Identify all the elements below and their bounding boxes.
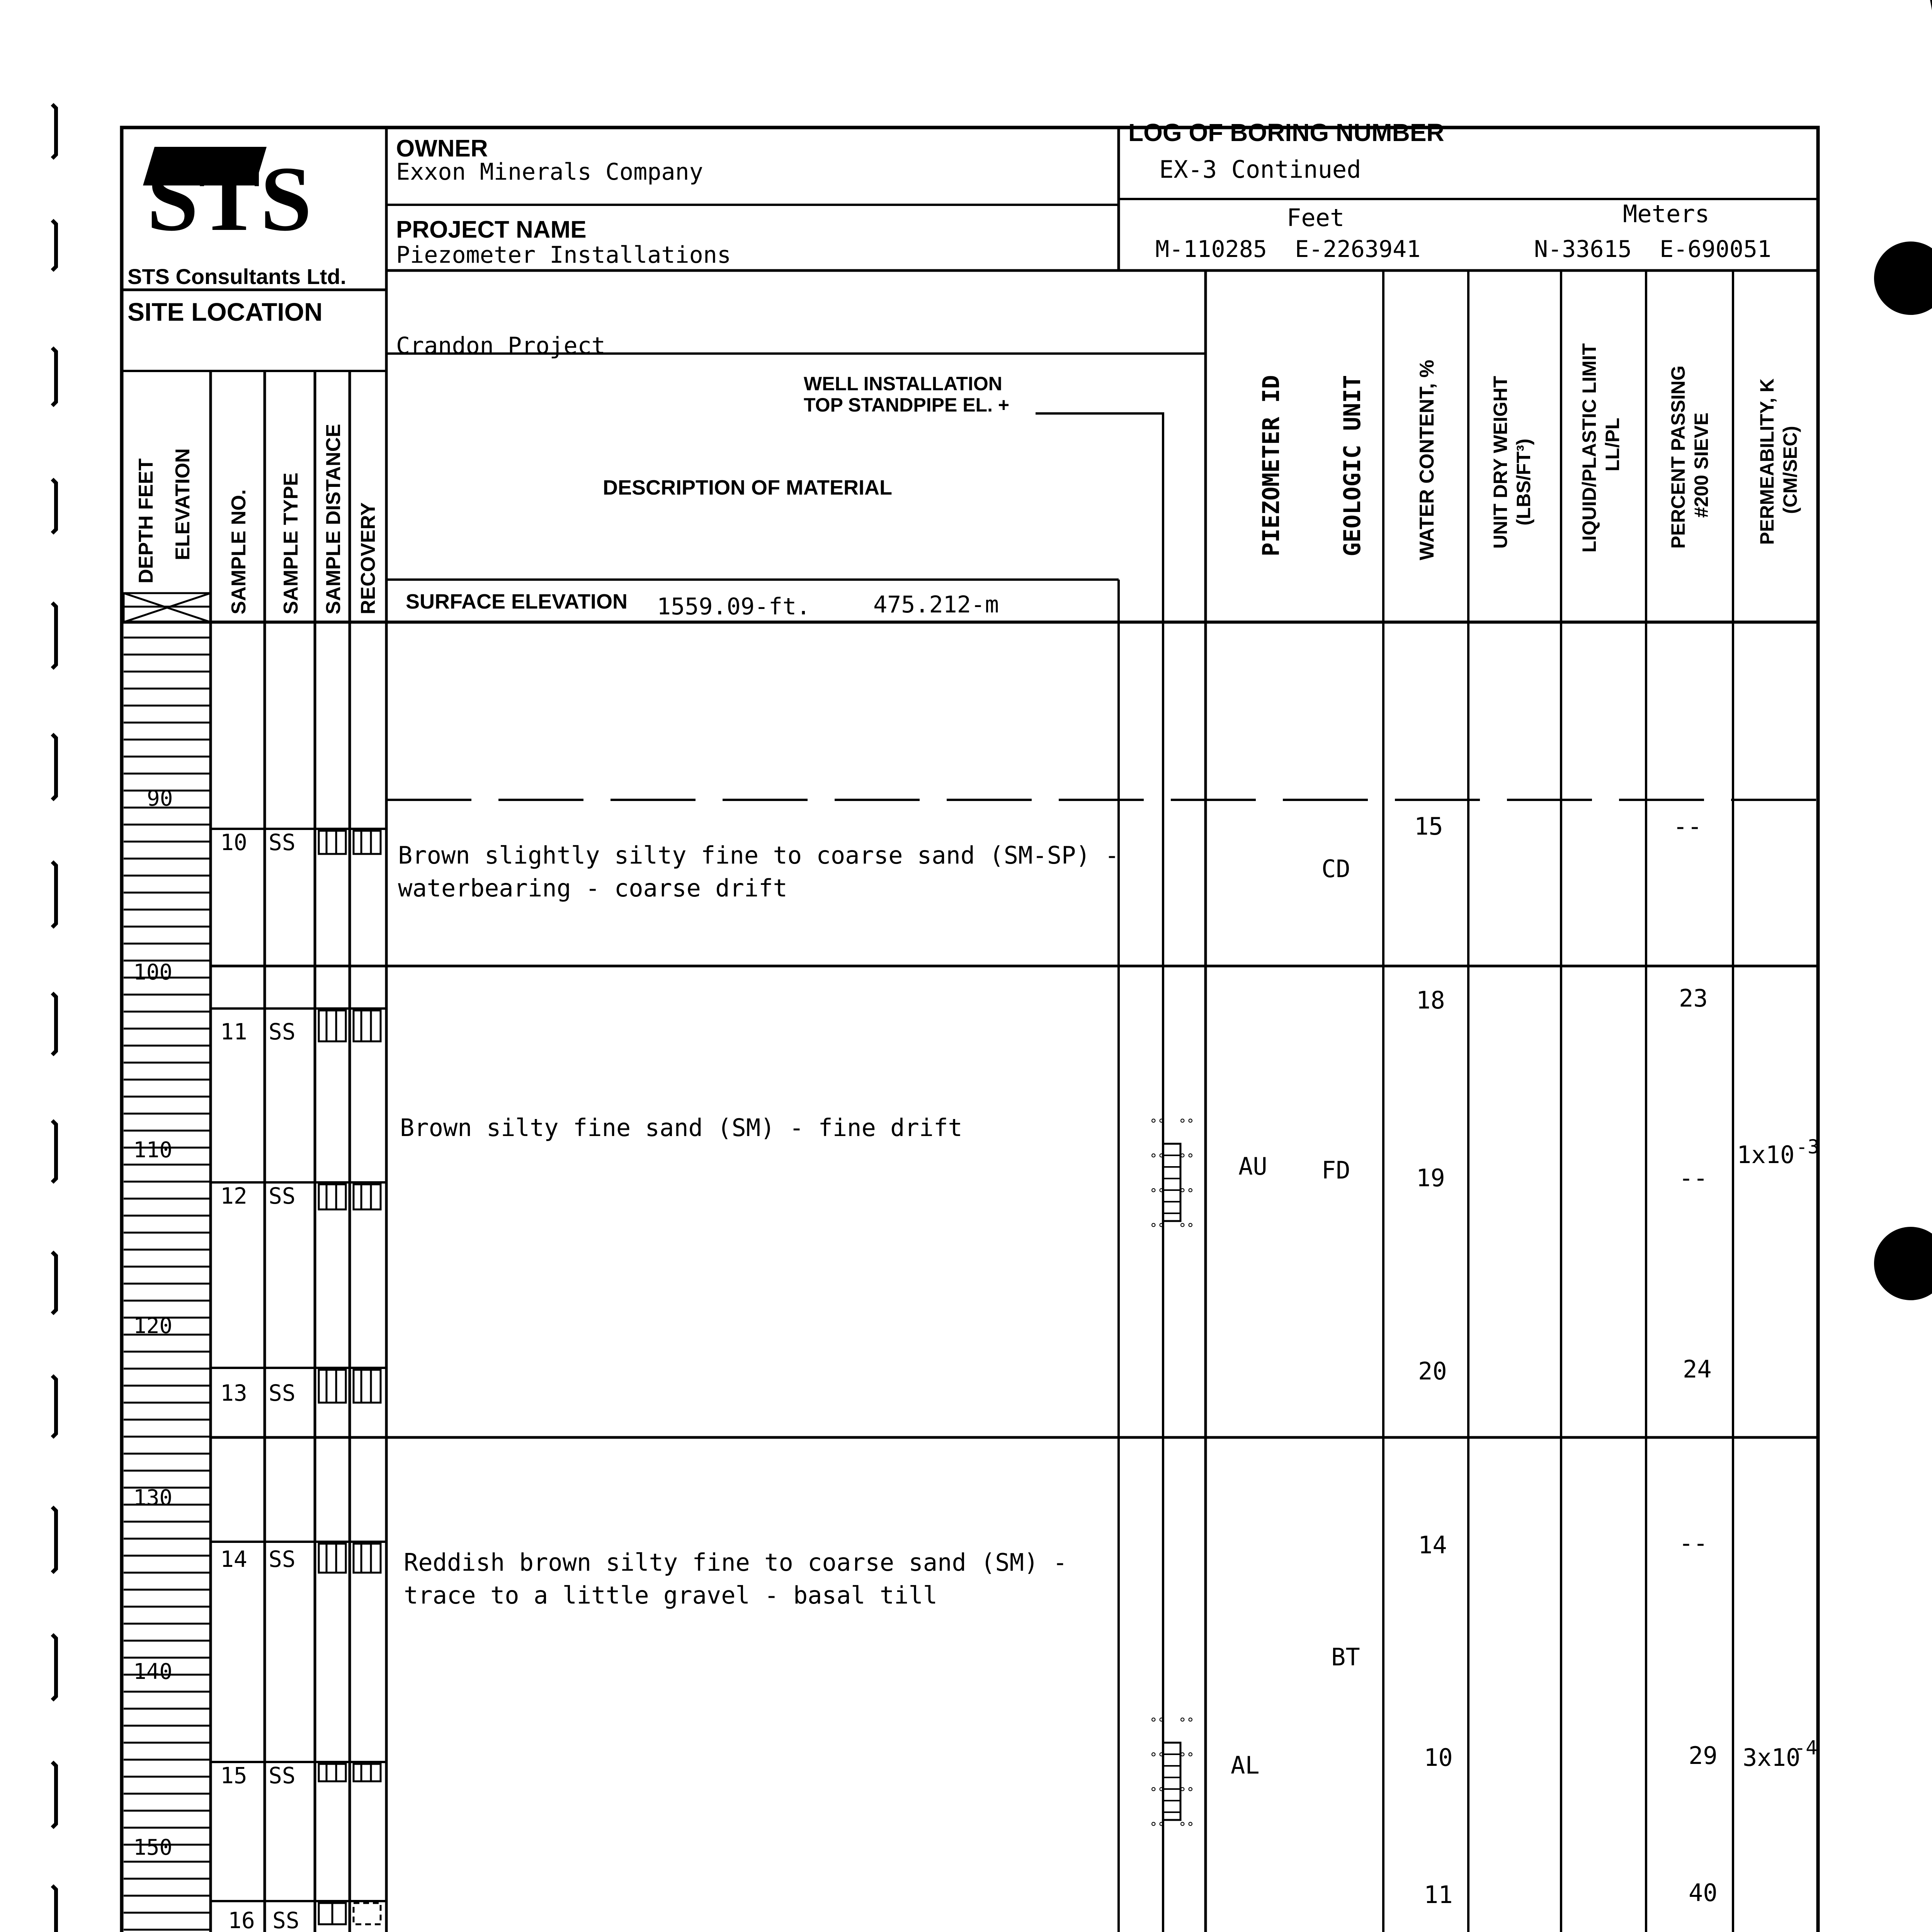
sample-row <box>211 1182 386 1209</box>
svg-text:STS: STS <box>147 147 312 250</box>
sample-no: 11 <box>220 1019 247 1045</box>
piezometer-screen-lower <box>1150 1715 1194 1835</box>
col-sample-type: SAMPLE TYPE <box>280 473 302 614</box>
meters-label: Meters <box>1623 200 1709 228</box>
piezometer-id-lower: AL <box>1231 1751 1260 1779</box>
description-coarse-drift-2: waterbearing - coarse drift <box>398 874 787 902</box>
feet-coords: M-110285 E-2263941 <box>1155 236 1421 263</box>
svg-text:°°: °° <box>1179 1116 1194 1132</box>
permeability-upper-base: 1x10 <box>1737 1141 1795 1169</box>
water-content-value: 19 <box>1416 1164 1445 1192</box>
col-sample-no: SAMPLE NO. <box>228 489 250 614</box>
binding-marks <box>52 104 56 1932</box>
col-sample-distance: SAMPLE DISTANCE <box>322 423 345 614</box>
sample-no: 12 <box>220 1183 247 1209</box>
permeability-lower <box>1743 1736 1817 1772</box>
col-liquid-plastic: LIQUID/PLASTIC LIMIT <box>1578 343 1600 553</box>
percent-passing-value: 40 <box>1689 1879 1718 1907</box>
col-recovery: RECOVERY <box>357 502 379 614</box>
description-basal-till-1: Reddish brown silty fine to coarse sand (SM) - <box>404 1548 1068 1577</box>
col-ll-pl: LL/PL <box>1602 418 1623 471</box>
sample-row <box>211 1542 386 1573</box>
permeability-upper-exponent: -3 <box>1796 1136 1820 1158</box>
col-geologic-unit: GEOLOGIC UNIT <box>1339 375 1366 556</box>
water-content-value: 14 <box>1418 1531 1447 1559</box>
svg-text:°°: °° <box>1150 1785 1165 1800</box>
water-content-value: 10 <box>1424 1743 1453 1772</box>
sample-no: 15 <box>220 1762 247 1789</box>
piezometer-id-upper: AU <box>1238 1152 1267 1180</box>
sample-row <box>211 1901 386 1932</box>
depth-mark: 90 <box>147 786 173 811</box>
water-content-value: 18 <box>1416 986 1445 1014</box>
sample-row <box>211 1762 386 1789</box>
percent-passing-value: 29 <box>1689 1742 1718 1770</box>
feet-label: Feet <box>1287 204 1345 232</box>
water-content-value: 15 <box>1414 812 1443 840</box>
surface-elevation-label: SURFACE ELEVATION <box>406 590 628 613</box>
permeability-lower-base: 3x10 <box>1743 1743 1801 1772</box>
sample-no: 10 <box>220 829 247 855</box>
col-well-installation: WELL INSTALLATION <box>804 373 1002 395</box>
hole-punch-middle <box>1874 1227 1932 1300</box>
log-label: LOG OF BORING NUMBER <box>1128 119 1444 146</box>
sample-type: SS <box>269 1762 296 1789</box>
svg-text:°°: °° <box>1179 1221 1194 1236</box>
svg-text:°°: °° <box>1150 1186 1165 1201</box>
sample-no: 14 <box>220 1546 247 1572</box>
svg-text:°°: °° <box>1179 1750 1194 1765</box>
percent-passing-value: 24 <box>1683 1355 1712 1383</box>
water-content-value: 20 <box>1418 1357 1447 1385</box>
depth-mark: 150 <box>133 1835 173 1860</box>
sample-type: SS <box>272 1907 299 1932</box>
svg-text:°°: °° <box>1150 1221 1165 1236</box>
col-permeability: PERMEABILITY, K <box>1756 378 1778 545</box>
col-description: DESCRIPTION OF MATERIAL <box>603 476 892 499</box>
sts-logo <box>143 147 312 250</box>
svg-text:°°: °° <box>1179 1151 1194 1167</box>
water-content-value: 11 <box>1424 1881 1453 1909</box>
col-top-standpipe: TOP STANDPIPE EL. + <box>804 394 1010 416</box>
svg-text:°°: °° <box>1150 1151 1165 1167</box>
description-fine-drift: Brown silty fine sand (SM) - fine drift <box>400 1114 963 1142</box>
col-percent-passing: PERCENT PASSING <box>1667 365 1689 549</box>
depth-mark: 110 <box>133 1138 173 1163</box>
col-depth: DEPTH FEET <box>135 458 157 583</box>
svg-text:°°: °° <box>1150 1820 1165 1835</box>
depth-mark: 130 <box>133 1485 173 1510</box>
sample-type: SS <box>269 1380 296 1406</box>
depth-mark: 120 <box>133 1313 173 1338</box>
svg-text:°°: °° <box>1179 1715 1194 1731</box>
sample-row <box>211 829 386 855</box>
geologic-unit-cd: CD <box>1321 855 1350 883</box>
percent-passing-value: 23 <box>1679 984 1708 1012</box>
sample-type: SS <box>269 1019 296 1045</box>
svg-text:°°: °° <box>1150 1750 1165 1765</box>
site-location-label: SITE LOCATION <box>128 298 323 326</box>
col-water-content: WATER CONTENT, % <box>1416 359 1438 560</box>
svg-text:°°: °° <box>1179 1186 1194 1201</box>
geologic-unit-bt: BT <box>1331 1643 1360 1671</box>
permeability-upper <box>1737 1136 1819 1169</box>
col-elevation: ELEVATION <box>172 448 194 560</box>
piezometer-screen-upper <box>1150 1116 1194 1236</box>
depth-scale-hatching <box>124 624 211 1932</box>
site-location-value: Crandon Project <box>396 332 605 359</box>
col-cm-sec: (CM/SEC) <box>1779 426 1801 514</box>
sample-no: 16 <box>228 1907 255 1932</box>
owner-label: OWNER <box>396 135 488 162</box>
description-basal-till-2: trace to a little gravel - basal till <box>404 1581 938 1609</box>
owner-value: Exxon Minerals Company <box>396 158 703 185</box>
col-piezometer-id: PIEZOMETER ID <box>1258 375 1285 556</box>
svg-text:°°: °° <box>1179 1820 1194 1835</box>
percent-passing-value: -- <box>1673 812 1702 840</box>
surface-elevation-m: 475.212-m <box>873 591 999 618</box>
permeability-lower-exponent: -4 <box>1794 1736 1818 1759</box>
percent-passing-value: -- <box>1679 1529 1708 1557</box>
percent-passing-value: -- <box>1679 1164 1708 1192</box>
col-unit-dry-weight: UNIT DRY WEIGHT <box>1490 376 1511 549</box>
svg-text:°°: °° <box>1150 1116 1165 1132</box>
sample-type: SS <box>269 1546 296 1572</box>
log-value: EX-3 Continued <box>1159 155 1361 184</box>
col-unit-dry-weight-units: (LBS/FT³) <box>1513 439 1534 526</box>
sample-no: 13 <box>220 1380 247 1406</box>
col-200-sieve: #200 SIEVE <box>1690 412 1712 518</box>
depth-mark: 140 <box>133 1659 173 1684</box>
company-name: STS Consultants Ltd. <box>128 264 347 289</box>
surface-elevation-ft: 1559.09-ft. <box>657 593 811 620</box>
sample-row <box>211 1368 386 1406</box>
hole-punch-top <box>1874 242 1932 315</box>
project-label: PROJECT NAME <box>396 216 587 243</box>
sample-type: SS <box>269 1183 296 1209</box>
page-corner-mark <box>1930 0 1932 93</box>
meters-coords: N-33615 E-690051 <box>1534 236 1772 263</box>
svg-text:°°: °° <box>1150 1715 1165 1731</box>
description-coarse-drift-1: Brown slightly silty fine to coarse sand (SM-SP) - <box>398 841 1119 869</box>
svg-text:°°: °° <box>1179 1785 1194 1800</box>
project-value: Piezometer Installations <box>396 242 731 269</box>
depth-mark: 100 <box>133 960 173 985</box>
sample-type: SS <box>269 829 296 855</box>
sample-row <box>211 1009 386 1045</box>
geologic-unit-fd: FD <box>1321 1156 1350 1184</box>
